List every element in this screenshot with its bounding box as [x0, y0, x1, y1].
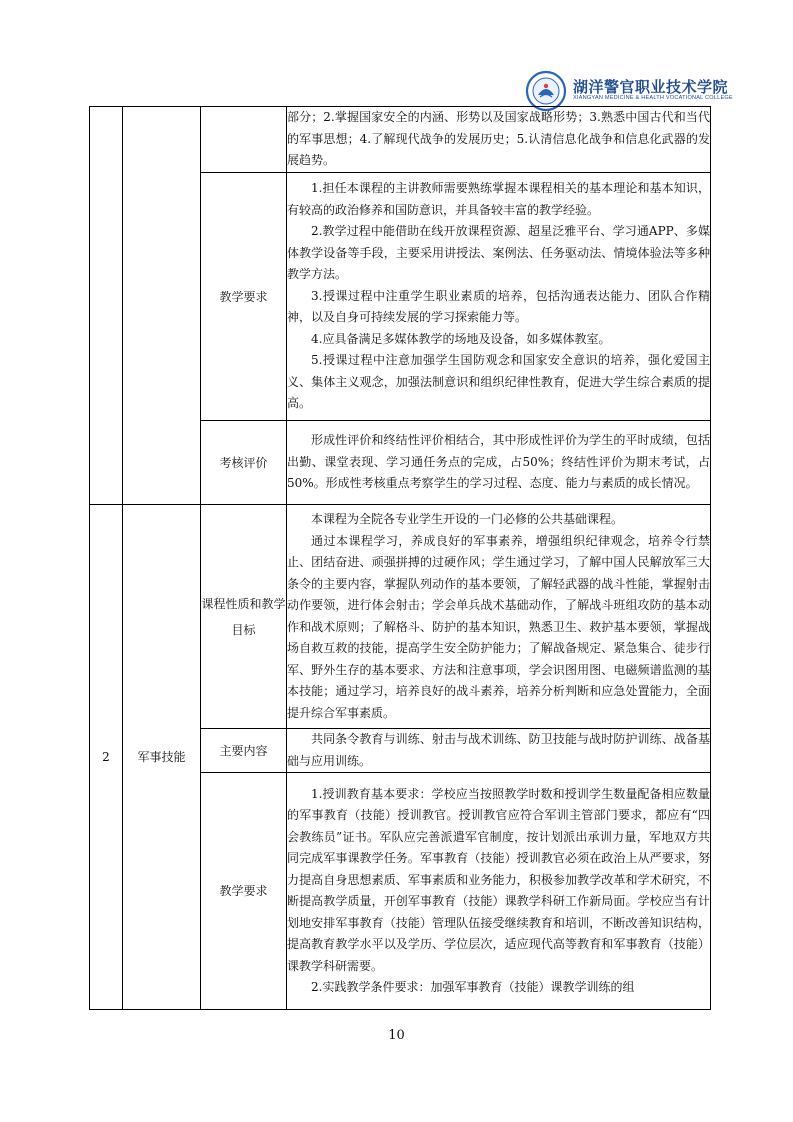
- row-content-cell: [287, 421, 711, 505]
- college-logo: [525, 70, 733, 110]
- content-paragraph: 1.担任本课程的主讲教师需要熟练掌握本课程相关的基本理论和基本知识，有较高的政治修养和国防意识，并具备较丰富的教学经验。: [287, 181, 710, 217]
- course-number-cell-prev: [90, 107, 123, 505]
- content-paragraph: 2.实践教学条件要求：加强军事教育（技能）课教学训练的组: [311, 980, 635, 994]
- row-label-cell: 教学要求: [201, 773, 287, 1010]
- course-name: 军事技能: [123, 505, 201, 1010]
- content-paragraph: 4.应具备满足多媒体教学的场地及设备，如多媒体教室。: [311, 331, 611, 346]
- content-paragraph: 部分；2.掌握国家安全的内涵、形势以及国家战略形势；3.熟悉中国古代和当代的军事思想；4.了解现代战争的发展历史；5.认清信息化战争和信息化武器的发展趋势。: [287, 110, 710, 168]
- content-paragraph: 3.授课过程中注重学生职业素质的培养，包括沟通表达能力、团队合作精神，以及自身可持续发展的学习探索能力等。: [287, 288, 710, 325]
- course-name-cell-prev: [123, 107, 201, 505]
- content-paragraph: 5.授课过程中注意加强学生国防观念和国家安全意识的培养，强化爱国主义、集体主义观念，加强法制意识和组织纪律性教育，促进大学生综合素质的提高。: [287, 353, 710, 411]
- college-name-en: XIANGYAN MEDICINE & HEALTH VOCATIONAL COLLEGE: [573, 95, 733, 101]
- row-label-cell: 课程性质和教学目标: [201, 505, 287, 729]
- course-table: [89, 106, 711, 1010]
- college-name-cn: 湖洋警官职业技术学院: [573, 78, 729, 96]
- content-paragraph: 本课程为全院各专业学生开设的一门必修的公共基础课程。: [311, 512, 624, 526]
- row-content-cell: [287, 729, 711, 773]
- table-row: [90, 505, 711, 729]
- row-label-cell: 主要内容: [201, 729, 287, 773]
- content-paragraph: 通过本课程学习，养成良好的军事素养，增强组织纪律观念，培养令行禁止、团结奋进、顽强拼搏的过硬作风；学生通过学习，了解中国人民解放军三大条令的主要内容，掌握队列动作的基本要领，了解轻武器的战斗性能，掌握射击动作要领，进行体会射击；学会单兵战术基础动作，了解战斗班组攻防的基本动作和战术原则；了解格斗、防护的基本知识，熟悉卫生、救护基本要领，掌握战场自救互救的技能，提高学生安全防护能力；了解战备规定、紧急集合、徒步行军、野外生存的基本要求、方法和注意事项，学会识图用图、电磁频谱监测的基本技能；通过学习，培养良好的战斗素养，培养分析判断和应急处置能力，全面提升综合军事素质。: [287, 533, 710, 720]
- row-content-cell: [287, 773, 711, 1010]
- table-row: [90, 107, 711, 173]
- content-paragraph: 2.教学过程中能借助在线开放课程资源、超星泛雅平台、学习通APP、多媒体教学设备等手段，主要采用讲授法、案例法、任务驱动法、情境体验法等多种教学方法。: [287, 224, 710, 282]
- row-label-cell: [201, 107, 287, 173]
- course-number: 2: [90, 505, 123, 1010]
- row-content-cell: [287, 173, 711, 421]
- content-paragraph: 形成性评价和终结性评价相结合，其中形成性评价为学生的平时成绩，包括出勤、课堂表现、学习通任务点的完成，占50%；终结性评价为期末考试，占50%。形成性考核重点考察学生的学习过程、态度、能力与素质的成长情况。: [287, 433, 710, 491]
- row-content-cell: [287, 107, 711, 173]
- content-paragraph: 共同条令教育与训练、射击与战术训练、防卫技能与战时防护训练、战备基础与应用训练。: [287, 732, 710, 768]
- page-number: 10: [388, 1028, 405, 1043]
- row-label-cell: 教学要求: [201, 173, 287, 421]
- row-label-cell: 考核评价: [201, 421, 287, 505]
- row-content-cell: [287, 505, 711, 729]
- content-paragraph: 1.授训教育基本要求：学校应当按照教学时数和授训学生数量配备相应数量的军事教育（技能）授训教官。授训教官应符合军训主管部门要求，都应有“四会教练员”证书。军队应完善派遣军官制度，按计划派出承训力量，军地双方共同完成军事课教学任务。军事教育（技能）授训教官必须在政治上从严要求，努力提高自身思想素质、军事素质和业务能力，积极参加教学改革和学术研究，不断提高教学质量，开创军事教育（技能）课教学科研工作新局面。学校应当有计划地安排军事教育（技能）管理队伍接受继续教育和培训，不断改善知识结构，提高教育教学水平以及学历、学位层次，适应现代高等教育和军事教育（技能）课教学科研需要。: [287, 786, 710, 973]
